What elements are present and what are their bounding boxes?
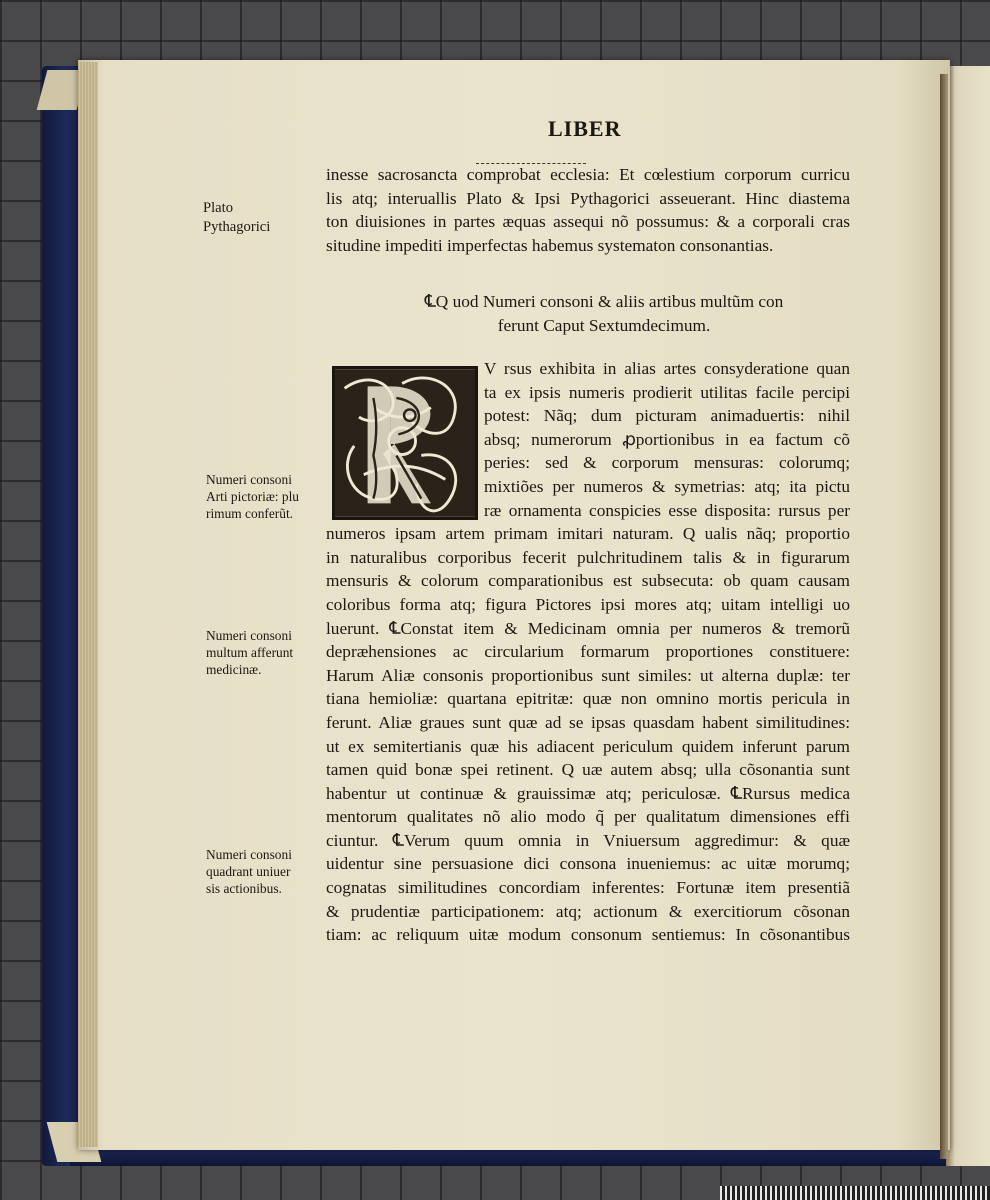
text-line: ta ex ipsis numeris prodierit utilitas facile percipi — [484, 382, 850, 402]
text-line: ciuntur. ℄Verum quum omnia in Vniuersum aggredimur: & quæ — [326, 830, 850, 850]
marginal-line: medicinæ. — [206, 662, 262, 677]
text-line: in naturalibus corporibus fecerit pulchritudinem talis & in figurarum — [326, 547, 850, 567]
marginal-note-plato — [203, 199, 270, 237]
text-line: cognatas similitudines concordiam inferentes: Fortunæ item presentiã — [326, 878, 850, 898]
marginal-line: rimum conferũt. — [206, 506, 294, 521]
text-line: tamen quid bonæ spei retinent. Q uæ autem absq; ulla cõsonantia sunt — [326, 760, 850, 780]
scale-ruler — [720, 1186, 990, 1200]
marginal-line: Pythagorici — [203, 219, 271, 235]
marginal-line: Plato — [203, 200, 233, 216]
text-line: luerunt. ℄Constat item & Medicinam omnia per numeros & tremorũ — [326, 618, 850, 638]
marginal-line: quadrant uniuer — [206, 864, 291, 879]
marginal-line: Arti pictoriæ: plu — [206, 489, 299, 504]
text-line: mixtiões per numeros & symetrias: atq; ita pictu — [484, 476, 850, 496]
main-text-block — [326, 357, 850, 947]
text-line: ton diuisiones in partes æquas assequi nõ possumus: & a corporali cras — [326, 212, 850, 232]
text-line: inesse sacrosancta comprobat ecclesia: Et cœlestium corporum curricu — [326, 165, 850, 184]
text-line: tiana hemioliæ: quartana epitritæ: quæ non omnino mortis pericula in — [326, 689, 850, 709]
marginal-line: Numeri consoni — [206, 847, 292, 862]
text-line: potest: Nãq; dum picturam animaduertis: nihil — [484, 406, 850, 426]
marginal-line: multum afferunt — [206, 645, 294, 660]
text-line: ut ex semitertianis quæ his adiacent periculum quidem inferunt parum — [326, 736, 850, 756]
marginal-note-medicina — [206, 627, 293, 678]
text-line: mensuris & colorum comparationibus est subsecuta: ob quam causam — [326, 571, 850, 591]
text-line: tiam: ac reliquum uitæ modum consonum sentiemus: In cõsonantibus — [326, 925, 850, 945]
page-stack-edge — [78, 62, 98, 1147]
marginal-note-pictoria — [206, 471, 299, 522]
text-line: lis atq; interuallis Plato & Ipsi Pythagorici asseuerant. Hinc diastema — [326, 188, 850, 208]
text-line: depræhensiones ac circularium formarum proportiones constituere: — [326, 642, 850, 662]
text-line: peries: sed & corporum mensuras: colorumq; — [484, 453, 850, 473]
running-title: LIBER — [548, 116, 622, 141]
text-line: Harum Aliæ consonis proportionibus sunt similes: ut alterna duplæ: ter — [326, 665, 850, 685]
marginal-note-universis — [206, 846, 292, 897]
marginal-line: Numeri consoni — [206, 628, 292, 643]
chapter-heading-line: ℄Q uod Numeri consoni & aliis artibus multũm con — [424, 292, 784, 311]
text-line: habentur ut continuæ & grauissimæ atq; periculosæ. ℄Rursus medica — [326, 783, 850, 803]
marginal-line: sis actionibus. — [206, 881, 282, 896]
chapter-heading-line: ferunt Caput Sextumdecimum. — [497, 315, 711, 335]
text-line: & prudentiæ participationem: atq; actionum & exercitiorum cõsonan — [326, 901, 850, 921]
text-line: mentorum qualitates nõ alio modo q̃ per qualitatum dimensiones effi — [326, 807, 850, 827]
facing-page-edge — [946, 66, 990, 1166]
text-line: situdine impediti imperfectas habemus systematon consonantias. — [326, 235, 774, 255]
text-line: ræ ornamenta conspicies esse disposita: rursus per — [484, 500, 850, 520]
text-line: numeros ipsam artem primam imitari naturam. Q ualis nãq; proportio — [326, 524, 850, 544]
top-text-block — [326, 163, 850, 257]
text-line: V rsus exhibita in alias artes consyderatione quan — [484, 359, 850, 378]
book-gutter — [940, 74, 948, 1159]
text-line: absq; numerorum ꝓportionibus in ea factum cõ — [484, 429, 850, 449]
chapter-heading — [324, 290, 884, 337]
text-line: uidentur sine persuasione dici consona inueniemus: ac uitæ morumq; — [326, 854, 850, 874]
text-line: ferunt. Aliæ graues sunt quæ ad se ipsas quasdam habent similitudines: — [326, 712, 850, 732]
text-line: coloribus forma atq; figura Pictores ipsi mores atq; uitam intelligi uo — [326, 594, 850, 614]
marginal-line: Numeri consoni — [206, 472, 292, 487]
